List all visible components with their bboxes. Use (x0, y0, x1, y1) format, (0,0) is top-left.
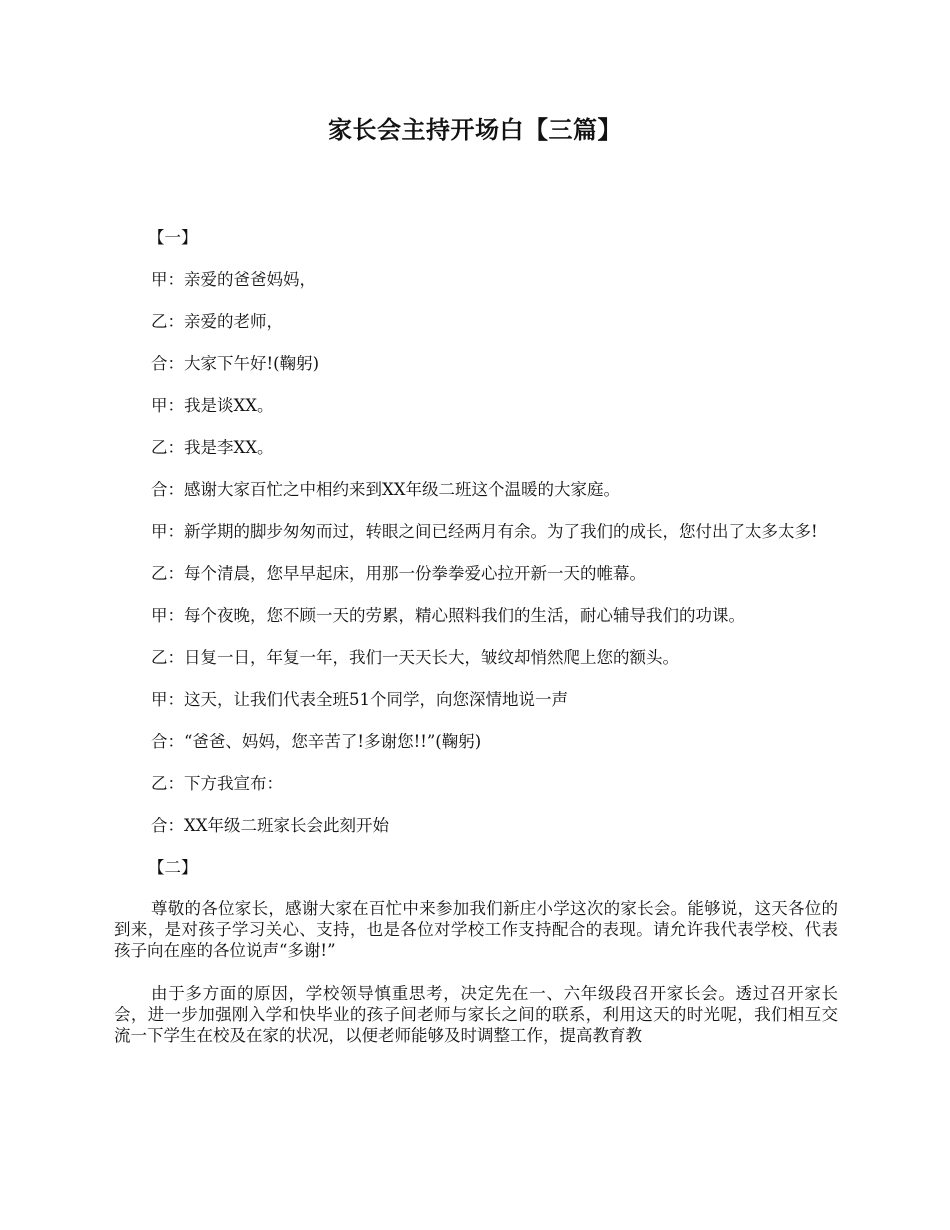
paragraph: 甲：新学期的脚步匆匆而过，转眼之间已经两月有余。为了我们的成长，您付出了太多太多! (151, 522, 818, 541)
paragraph: 尊敬的各位家长，感谢大家在百忙中来参加我们新庄小学这次的家长会。能够说，这天各位的到来，是对孩子学习关心、支持，也是各位对学校工作支持配合的表现。请允许我代表学校、代表孩子向在座的各位说声“多谢!” (114, 899, 838, 960)
section-heading-1: 【一】 (148, 228, 198, 247)
section-heading-2: 【二】 (148, 858, 198, 877)
paragraph: 乙：我是李XX。 (151, 438, 274, 457)
paragraph: 合：感谢大家百忙之中相约来到XX年级二班这个温暖的大家庭。 (151, 480, 620, 499)
document-body (114, 226, 838, 1068)
paragraph: 乙：下方我宣布： (151, 774, 283, 793)
paragraph: 甲：亲爱的爸爸妈妈， (151, 270, 316, 289)
paragraph: 合：“爸爸、妈妈，您辛苦了!多谢您!!”(鞠躬) (151, 732, 482, 751)
paragraph: 乙：每个清晨，您早早起床，用那一份拳拳爱心拉开新一天的帷幕。 (151, 564, 646, 583)
paragraph: 甲：这天，让我们代表全班51个同学，向您深情地说一声 (151, 690, 568, 709)
paragraph: 合：XX年级二班家长会此刻开始 (151, 816, 389, 835)
paragraph: 甲：每个夜晚，您不顾一天的劳累，精心照料我们的生活，耐心辅导我们的功课。 (151, 606, 745, 625)
paragraph: 乙：亲爱的老师， (151, 312, 283, 331)
paragraph: 乙：日复一日，年复一年，我们一天天长大，皱纹却悄然爬上您的额头。 (151, 648, 679, 667)
document-title: 家长会主持开场白【三篇】 (328, 115, 622, 144)
paragraph: 由于多方面的原因，学校领导慎重思考，决定先在一、六年级段召开家长会。透过召开家长会，进一步加强刚入学和快毕业的孩子间老师与家长之间的联系，利用这天的时光呢，我们相互交流一下学生在校及在家的状况，以便老师能够及时调整工作，提高教育教 (114, 984, 838, 1045)
paragraph: 甲：我是谈XX。 (151, 396, 274, 415)
paragraph: 合：大家下午好!(鞠躬) (151, 354, 320, 373)
